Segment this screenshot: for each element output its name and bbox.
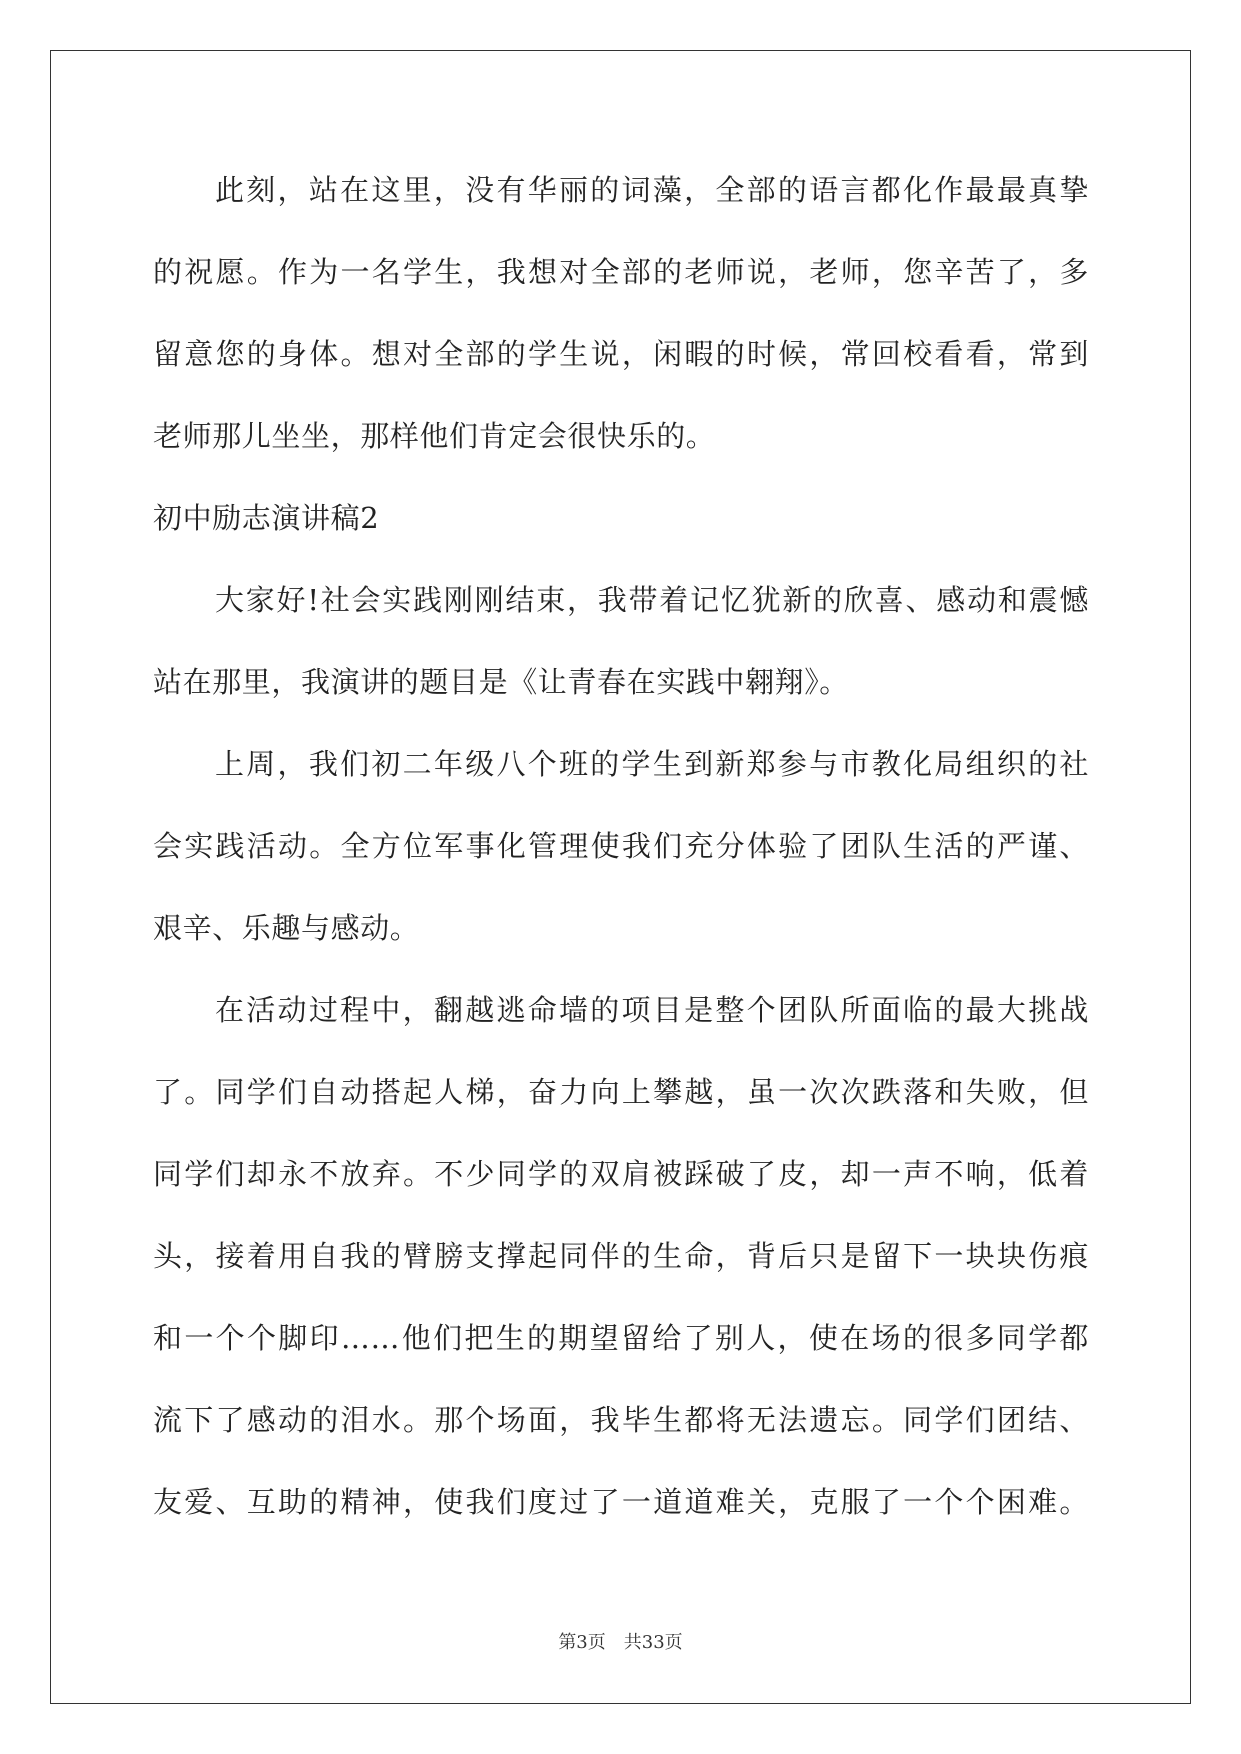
text-line: 上周，我们初二年级八个班的学生到新郑参与市教化局组织的社 <box>215 747 1089 781</box>
section-heading: 初中励志演讲稿2 <box>153 501 380 535</box>
text-line: 会实践活动。全方位军事化管理使我们充分体验了团队生活的严谨、 <box>153 829 1089 863</box>
text-line: 的祝愿。作为一名学生，我想对全部的老师说，老师，您辛苦了，多 <box>153 255 1089 289</box>
text-line: 站在那里，我演讲的题目是《让青春在实践中翱翔》。 <box>153 665 849 699</box>
text-line: 头，接着用自我的臂膀支撑起同伴的生命，背后只是留下一块块伤痕 <box>153 1239 1089 1273</box>
page-footer <box>0 1628 1241 1654</box>
text-line: 大家好!社会实践刚刚结束，我带着记忆犹新的欣喜、感动和震憾 <box>215 583 1089 617</box>
text-line: 留意您的身体。想对全部的学生说，闲暇的时候，常回校看看，常到 <box>153 337 1089 371</box>
text-line: 此刻，站在这里，没有华丽的词藻，全部的语言都化作最最真挚 <box>215 173 1089 207</box>
text-line: 友爱、互助的精神，使我们度过了一道道难关，克服了一个个困难。 <box>153 1485 1089 1519</box>
text-line: 艰辛、乐趣与感动。 <box>153 911 420 945</box>
text-line: 和一个个脚印……他们把生的期望留给了别人，使在场的很多同学都 <box>153 1321 1089 1355</box>
text-line: 了。同学们自动搭起人梯，奋力向上攀越，虽一次次跌落和失败，但 <box>153 1075 1089 1109</box>
page-total: 共33页 <box>623 1632 683 1653</box>
text-line: 流下了感动的泪水。那个场面，我毕生都将无法遗忘。同学们团结、 <box>153 1403 1089 1437</box>
text-line: 同学们却永不放弃。不少同学的双肩被踩破了皮，却一声不响，低着 <box>153 1157 1089 1191</box>
document-body <box>153 160 1089 1554</box>
page-number: 第3页 <box>558 1632 606 1653</box>
text-line: 在活动过程中，翻越逃命墙的项目是整个团队所面临的最大挑战 <box>215 993 1089 1027</box>
text-line: 老师那儿坐坐，那样他们肯定会很快乐的。 <box>153 419 716 453</box>
